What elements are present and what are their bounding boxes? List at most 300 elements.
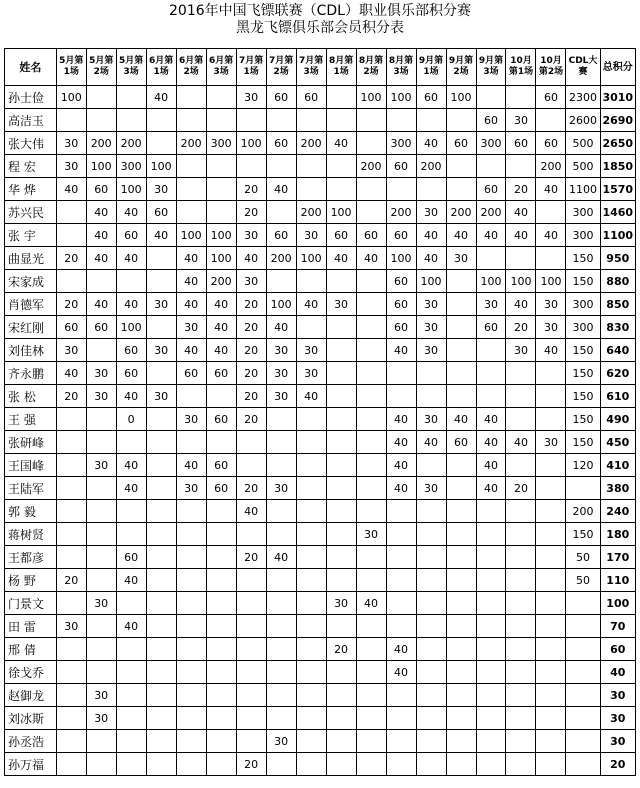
score-cell [566, 707, 600, 730]
score-cell: 40 [116, 477, 146, 500]
member-name: 孙丞浩 [5, 730, 57, 753]
score-cell: 40 [116, 385, 146, 408]
score-cell: 60 [116, 224, 146, 247]
score-cell: 40 [386, 477, 416, 500]
score-cell [146, 316, 176, 339]
score-cell [146, 270, 176, 293]
score-cell [536, 753, 566, 776]
score-cell [476, 247, 506, 270]
score-cell: 30 [326, 592, 356, 615]
score-cell [386, 753, 416, 776]
score-cell [536, 569, 566, 592]
score-cell [266, 201, 296, 224]
score-cell [356, 339, 386, 362]
score-cell [326, 316, 356, 339]
score-cell [536, 454, 566, 477]
score-cell: 40 [146, 86, 176, 109]
score-cell: 60 [56, 316, 86, 339]
score-cell: 30 [56, 155, 86, 178]
score-cell: 30 [86, 385, 116, 408]
score-cell [446, 730, 476, 753]
score-cell [296, 316, 326, 339]
score-cell: 40 [476, 454, 506, 477]
score-cell [266, 270, 296, 293]
score-cell: 60 [146, 201, 176, 224]
score-cell [206, 638, 236, 661]
score-cell: 50 [566, 569, 600, 592]
score-cell: 100 [476, 270, 506, 293]
score-cell: 40 [176, 339, 206, 362]
score-cell [536, 684, 566, 707]
score-cell: 40 [176, 270, 206, 293]
header-total: 总积分 [600, 49, 635, 86]
score-cell: 40 [86, 293, 116, 316]
score-cell [116, 500, 146, 523]
score-cell: 60 [386, 293, 416, 316]
score-cell [326, 523, 356, 546]
member-name: 王陆军 [5, 477, 57, 500]
score-cell: 100 [116, 178, 146, 201]
score-cell: 60 [266, 132, 296, 155]
score-cell [356, 569, 386, 592]
score-cell: 60 [446, 132, 476, 155]
score-cell [446, 661, 476, 684]
title-block [0, 3, 640, 37]
score-cell [446, 753, 476, 776]
score-cell [266, 707, 296, 730]
score-cell: 60 [476, 109, 506, 132]
score-cell [296, 155, 326, 178]
score-cell [86, 546, 116, 569]
score-cell [266, 592, 296, 615]
table-row [5, 339, 636, 362]
score-cell [176, 385, 206, 408]
score-cell: 40 [476, 224, 506, 247]
score-cell [56, 270, 86, 293]
score-cell [536, 109, 566, 132]
score-cell [56, 477, 86, 500]
member-name: 程 宏 [5, 155, 57, 178]
score-cell [56, 638, 86, 661]
score-cell [536, 523, 566, 546]
score-cell [476, 362, 506, 385]
score-cell [506, 546, 536, 569]
score-cell [86, 523, 116, 546]
score-cell [176, 201, 206, 224]
score-cell [476, 638, 506, 661]
score-cell [176, 500, 206, 523]
score-cell: 30 [86, 707, 116, 730]
score-cell [566, 477, 600, 500]
score-cell [176, 431, 206, 454]
score-cell: 30 [416, 293, 446, 316]
score-cell [206, 661, 236, 684]
score-cell [296, 546, 326, 569]
total-points: 30 [600, 707, 635, 730]
score-cell: 60 [266, 224, 296, 247]
score-cell [356, 316, 386, 339]
score-cell [536, 546, 566, 569]
score-cell [326, 454, 356, 477]
score-cell [506, 408, 536, 431]
score-cell: 20 [236, 753, 266, 776]
score-cell [566, 684, 600, 707]
table-row [5, 247, 636, 270]
score-cell [236, 638, 266, 661]
score-cell: 60 [116, 362, 146, 385]
table-row [5, 201, 636, 224]
score-cell: 40 [86, 224, 116, 247]
score-cell [416, 454, 446, 477]
score-cell: 200 [296, 201, 326, 224]
score-cell: 100 [356, 86, 386, 109]
score-cell [356, 132, 386, 155]
score-cell: 40 [176, 293, 206, 316]
score-cell [386, 615, 416, 638]
score-cell: 20 [506, 316, 536, 339]
score-cell [206, 86, 236, 109]
score-cell [476, 86, 506, 109]
score-cell [56, 730, 86, 753]
score-cell [386, 684, 416, 707]
score-cell: 30 [296, 362, 326, 385]
score-cell [386, 523, 416, 546]
score-cell [116, 684, 146, 707]
score-cell: 30 [236, 270, 266, 293]
score-cell: 60 [86, 316, 116, 339]
score-cell: 150 [566, 247, 600, 270]
score-cell: 40 [536, 178, 566, 201]
score-cell [326, 86, 356, 109]
score-cell: 200 [536, 155, 566, 178]
score-cell [236, 454, 266, 477]
score-cell: 40 [506, 431, 536, 454]
score-cell: 40 [416, 247, 446, 270]
score-cell: 30 [536, 431, 566, 454]
total-points: 850 [600, 293, 635, 316]
header-event: 5月第3场 [116, 49, 146, 86]
score-cell [566, 615, 600, 638]
score-cell [356, 684, 386, 707]
score-cell [326, 546, 356, 569]
score-cell: 60 [86, 178, 116, 201]
score-cell: 60 [476, 316, 506, 339]
member-name: 宋红刚 [5, 316, 57, 339]
score-cell [446, 615, 476, 638]
score-cell: 30 [236, 224, 266, 247]
score-cell [506, 730, 536, 753]
score-cell [476, 155, 506, 178]
score-cell [446, 707, 476, 730]
score-cell [146, 132, 176, 155]
score-cell [326, 339, 356, 362]
score-cell: 30 [356, 523, 386, 546]
score-cell [476, 615, 506, 638]
score-cell [86, 615, 116, 638]
score-cell: 30 [536, 293, 566, 316]
table-header [5, 49, 636, 86]
table-row [5, 109, 636, 132]
score-cell [236, 615, 266, 638]
table-row [5, 178, 636, 201]
score-cell: 60 [296, 86, 326, 109]
score-cell [146, 684, 176, 707]
table-row [5, 224, 636, 247]
score-cell [206, 569, 236, 592]
score-cell: 30 [176, 408, 206, 431]
score-cell [416, 684, 446, 707]
score-cell [86, 661, 116, 684]
score-cell [356, 408, 386, 431]
score-cell [446, 546, 476, 569]
score-cell: 30 [146, 385, 176, 408]
score-cell [56, 753, 86, 776]
score-cell [116, 431, 146, 454]
score-cell: 100 [86, 155, 116, 178]
score-cell [386, 546, 416, 569]
score-cell [326, 569, 356, 592]
score-cell [86, 500, 116, 523]
score-cell: 30 [56, 615, 86, 638]
score-cell: 60 [536, 132, 566, 155]
score-cell [506, 592, 536, 615]
score-cell: 200 [266, 247, 296, 270]
total-points: 110 [600, 569, 635, 592]
score-cell [86, 753, 116, 776]
score-cell [536, 247, 566, 270]
score-cell [386, 109, 416, 132]
score-cell [56, 454, 86, 477]
score-cell [506, 569, 536, 592]
score-cell [536, 362, 566, 385]
score-cell: 30 [536, 316, 566, 339]
score-cell: 200 [86, 132, 116, 155]
title-line-2: 黑龙飞镖俱乐部会员积分表 [236, 20, 404, 36]
score-cell [236, 730, 266, 753]
score-cell [356, 707, 386, 730]
score-cell [86, 431, 116, 454]
score-cell [146, 730, 176, 753]
score-cell: 200 [296, 132, 326, 155]
score-cell: 20 [326, 638, 356, 661]
table-row [5, 638, 636, 661]
score-cell [116, 270, 146, 293]
score-cell: 150 [566, 385, 600, 408]
score-cell [506, 155, 536, 178]
score-cell: 30 [236, 86, 266, 109]
score-cell [326, 431, 356, 454]
score-cell: 40 [266, 546, 296, 569]
score-cell [386, 707, 416, 730]
score-cell [476, 753, 506, 776]
score-cell: 40 [116, 293, 146, 316]
score-cell: 60 [386, 155, 416, 178]
score-cell: 40 [386, 454, 416, 477]
score-cell [296, 109, 326, 132]
score-cell [176, 638, 206, 661]
score-cell [266, 408, 296, 431]
header-event: 6月第3场 [206, 49, 236, 86]
score-cell: 60 [206, 477, 236, 500]
score-cell: 60 [506, 132, 536, 155]
score-cell: 300 [476, 132, 506, 155]
header-event: 9月第2场 [446, 49, 476, 86]
score-cell: 60 [416, 86, 446, 109]
total-points: 180 [600, 523, 635, 546]
score-cell [356, 638, 386, 661]
score-cell [416, 546, 446, 569]
score-cell [86, 730, 116, 753]
score-cell [326, 684, 356, 707]
total-points: 2690 [600, 109, 635, 132]
score-cell [356, 385, 386, 408]
score-cell: 100 [416, 270, 446, 293]
score-cell [146, 362, 176, 385]
score-cell [206, 500, 236, 523]
score-cell [446, 362, 476, 385]
score-cell: 300 [386, 132, 416, 155]
score-cell [536, 592, 566, 615]
score-cell [356, 477, 386, 500]
score-cell [386, 362, 416, 385]
score-cell [146, 523, 176, 546]
score-cell [206, 684, 236, 707]
table-row [5, 615, 636, 638]
member-name: 张研峰 [5, 431, 57, 454]
score-cell [446, 684, 476, 707]
score-cell [266, 638, 296, 661]
score-cell [176, 707, 206, 730]
score-cell: 30 [146, 339, 176, 362]
score-cell [446, 270, 476, 293]
header-event: 7月第1场 [236, 49, 266, 86]
total-points: 100 [600, 592, 635, 615]
score-cell: 100 [236, 132, 266, 155]
score-cell: 30 [296, 339, 326, 362]
score-cell: 150 [566, 339, 600, 362]
score-cell [146, 454, 176, 477]
score-cell: 40 [506, 224, 536, 247]
score-cell [506, 362, 536, 385]
score-cell: 40 [386, 431, 416, 454]
total-points: 60 [600, 638, 635, 661]
score-cell [356, 546, 386, 569]
score-cell [446, 477, 476, 500]
score-cell [476, 730, 506, 753]
score-cell [536, 477, 566, 500]
score-cell [416, 109, 446, 132]
score-cell [206, 523, 236, 546]
score-cell: 40 [56, 362, 86, 385]
score-cell [146, 592, 176, 615]
total-points: 240 [600, 500, 635, 523]
score-cell: 30 [146, 293, 176, 316]
score-cell [176, 569, 206, 592]
score-cell: 200 [386, 201, 416, 224]
score-cell [236, 661, 266, 684]
score-cell: 60 [386, 270, 416, 293]
member-name: 张大伟 [5, 132, 57, 155]
score-cell [236, 707, 266, 730]
score-cell [176, 86, 206, 109]
score-cell: 40 [176, 247, 206, 270]
score-cell: 30 [446, 247, 476, 270]
score-cell: 40 [476, 477, 506, 500]
score-cell: 0 [116, 408, 146, 431]
score-cell [326, 661, 356, 684]
score-cell [176, 546, 206, 569]
score-cell [176, 684, 206, 707]
score-cell [506, 638, 536, 661]
member-name: 郭 毅 [5, 500, 57, 523]
score-cell: 20 [236, 408, 266, 431]
total-points: 40 [600, 661, 635, 684]
score-cell: 40 [416, 132, 446, 155]
score-cell [206, 431, 236, 454]
header-event: 7月第2场 [266, 49, 296, 86]
score-cell [296, 569, 326, 592]
table-row [5, 454, 636, 477]
score-cell: 30 [416, 316, 446, 339]
table-row [5, 86, 636, 109]
total-points: 20 [600, 753, 635, 776]
score-cell: 30 [146, 178, 176, 201]
member-name: 王国峰 [5, 454, 57, 477]
score-cell [86, 339, 116, 362]
score-cell [146, 707, 176, 730]
score-cell [326, 109, 356, 132]
score-cell [566, 592, 600, 615]
score-cell: 20 [236, 385, 266, 408]
score-cell [296, 707, 326, 730]
score-cell [446, 109, 476, 132]
score-cell: 200 [176, 132, 206, 155]
score-cell [56, 546, 86, 569]
table-row [5, 431, 636, 454]
score-cell: 30 [416, 339, 446, 362]
score-cell: 100 [206, 247, 236, 270]
member-name: 宋家成 [5, 270, 57, 293]
table-row [5, 155, 636, 178]
score-cell [326, 707, 356, 730]
score-cell: 40 [206, 316, 236, 339]
score-cell: 200 [566, 500, 600, 523]
table-body [5, 86, 636, 776]
score-cell [206, 178, 236, 201]
score-cell: 40 [386, 661, 416, 684]
score-cell [56, 592, 86, 615]
table-row [5, 707, 636, 730]
table-row [5, 753, 636, 776]
member-name: 王都彦 [5, 546, 57, 569]
member-name: 刘佳林 [5, 339, 57, 362]
score-cell [416, 638, 446, 661]
score-cell: 20 [506, 477, 536, 500]
score-cell [296, 454, 326, 477]
score-cell [206, 546, 236, 569]
score-cell [56, 661, 86, 684]
score-cell: 40 [416, 224, 446, 247]
score-cell [206, 155, 236, 178]
header-event: 7月第3场 [296, 49, 326, 86]
score-cell [146, 431, 176, 454]
score-cell: 30 [266, 339, 296, 362]
score-cell [86, 270, 116, 293]
score-cell [326, 408, 356, 431]
total-points: 410 [600, 454, 635, 477]
score-sheet [0, 3, 640, 788]
score-cell [176, 753, 206, 776]
